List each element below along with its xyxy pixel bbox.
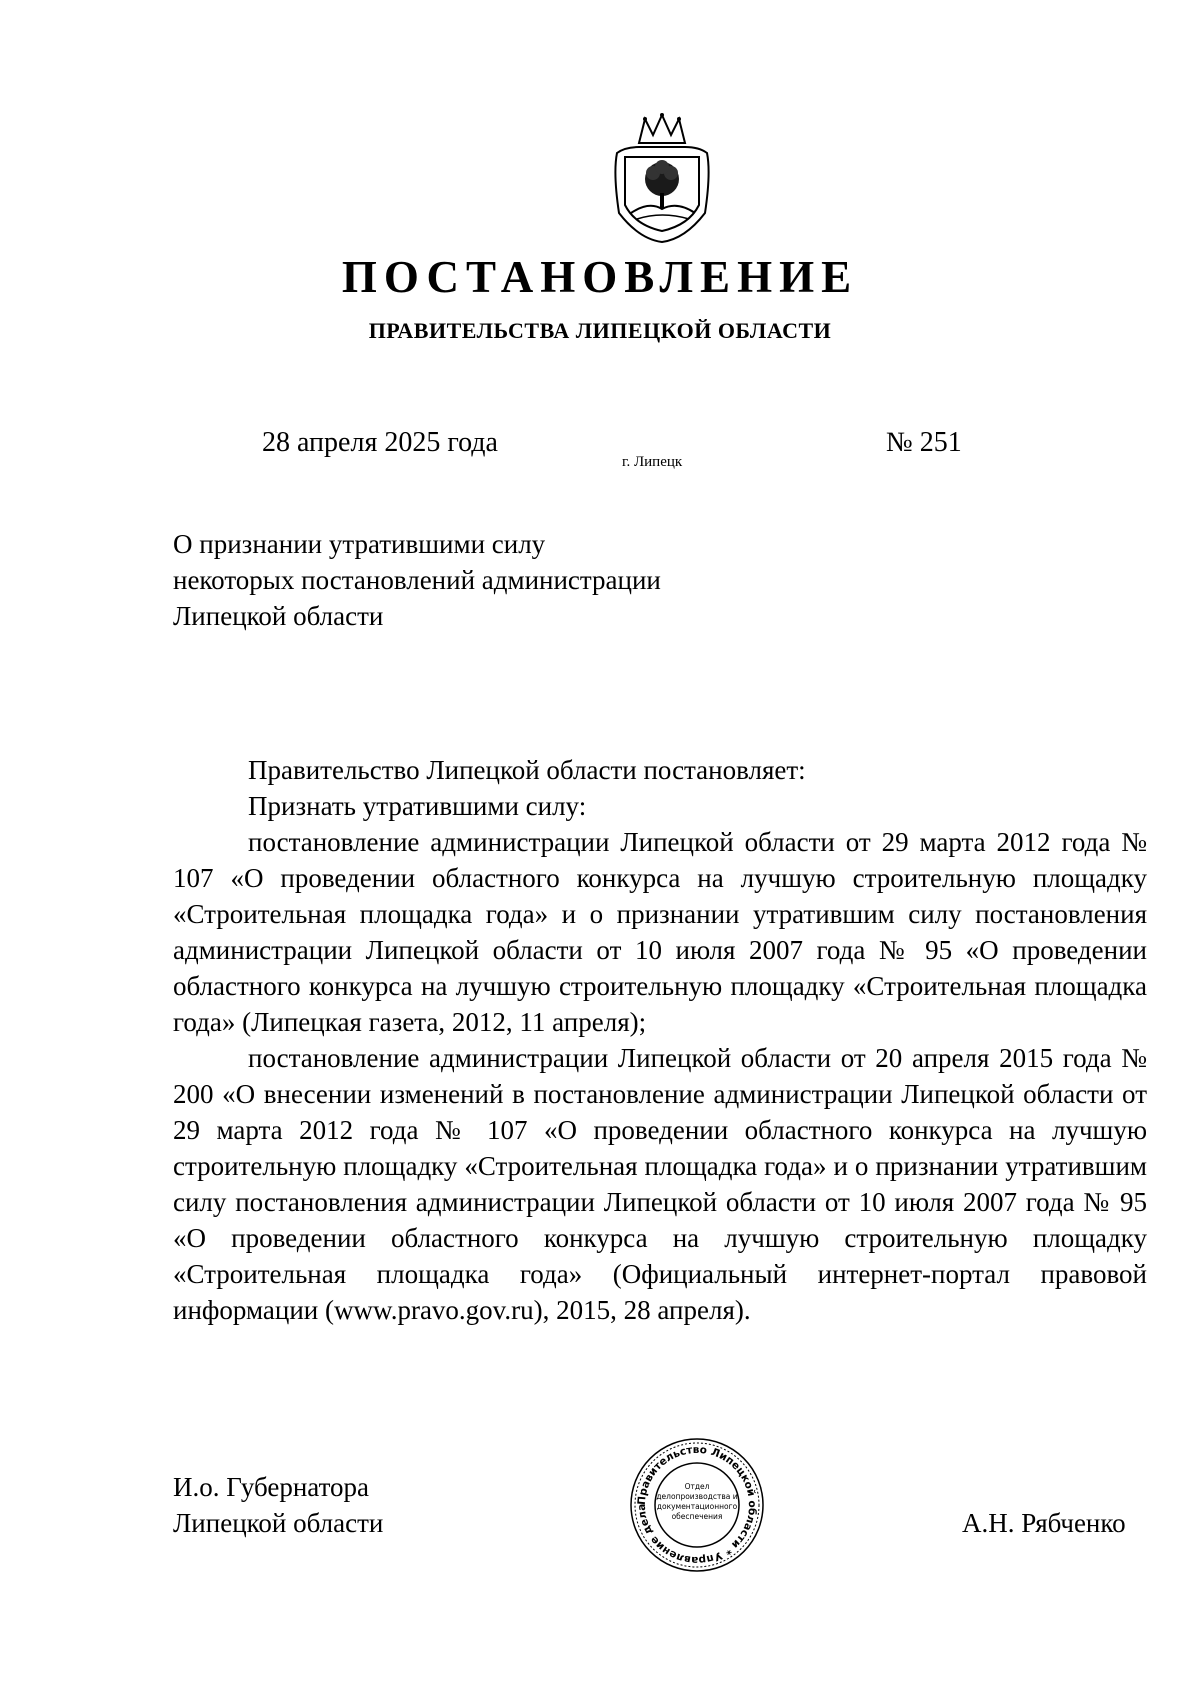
coat-of-arms-icon: [609, 113, 715, 244]
document-number: № 251: [886, 427, 962, 458]
signatory-name: А.Н. Рябченко: [962, 1508, 1126, 1538]
body-intro: Признать утратившими силу:: [248, 791, 587, 821]
document-city: г. Липецк: [622, 454, 683, 470]
signatory-role-line: И.о. Губернатора: [173, 1472, 370, 1502]
subject-line: О признании утратившими силу: [173, 529, 546, 559]
body-item: постановление администрации Липецкой области от 29 марта 2012 года № 107 «О проведении областного конкурса на лучшую строительную площадку «Строительная площадка года» и о признании утратившим силу постановления администрации Липецкой области от 10 июля 2007 года № 95 «О проведении областного конкурса на лучшую строительную площадку «Строительная площадка года» (Липецкая газета, 2012, 11 апреля);: [173, 827, 1147, 1037]
subject-line: некоторых постановлений администрации: [173, 565, 661, 595]
subject-line: Липецкой области: [173, 601, 384, 631]
svg-text:обеспечения: обеспечения: [671, 1512, 723, 1521]
document-subtitle: ПРАВИТЕЛЬСТВА ЛИПЕЦКОЙ ОБЛАСТИ: [368, 318, 832, 343]
stamp-seal-icon: [629, 1437, 765, 1573]
document-body: [173, 752, 1147, 1328]
signatory-role: [173, 1469, 383, 1541]
svg-text:документационного: документационного: [656, 1502, 738, 1511]
signatory-role-line: Липецкой области: [173, 1508, 384, 1538]
svg-text:Отдел: Отдел: [684, 1482, 710, 1491]
official-stamp: [629, 1437, 765, 1573]
body-item: постановление администрации Липецкой области от 20 апреля 2015 года № 200 «О внесении изменений в постановление администрации Липецкой области от 29 марта 2012 года № 107 «О проведении областного конкурса на лучшую строительную площадку «Строительная площадка года» и о признании утратившим силу постановления администрации Липецкой области от 10 июля 2007 года № 95 «О проведении областного конкурса на лучшую строительную площадку «Строительная площадка года» (Официальный интернет-портал правовой информации (www.pravo.gov.ru), 2015, 28 апреля).: [173, 1043, 1147, 1325]
svg-text:делопроизводства и: делопроизводства и: [656, 1492, 738, 1501]
document-date: 28 апреля 2025 года: [262, 427, 498, 458]
document-title: ПОСТАНОВЛЕНИЕ: [341, 252, 859, 302]
body-preamble: Правительство Липецкой области постановляет:: [248, 755, 806, 785]
document-subject: [173, 526, 773, 634]
coat-of-arms-emblem: [609, 113, 715, 244]
svg-text:Правительство Липецкой области: Правительство Липецкой области * Управление дела: [635, 1443, 759, 1567]
